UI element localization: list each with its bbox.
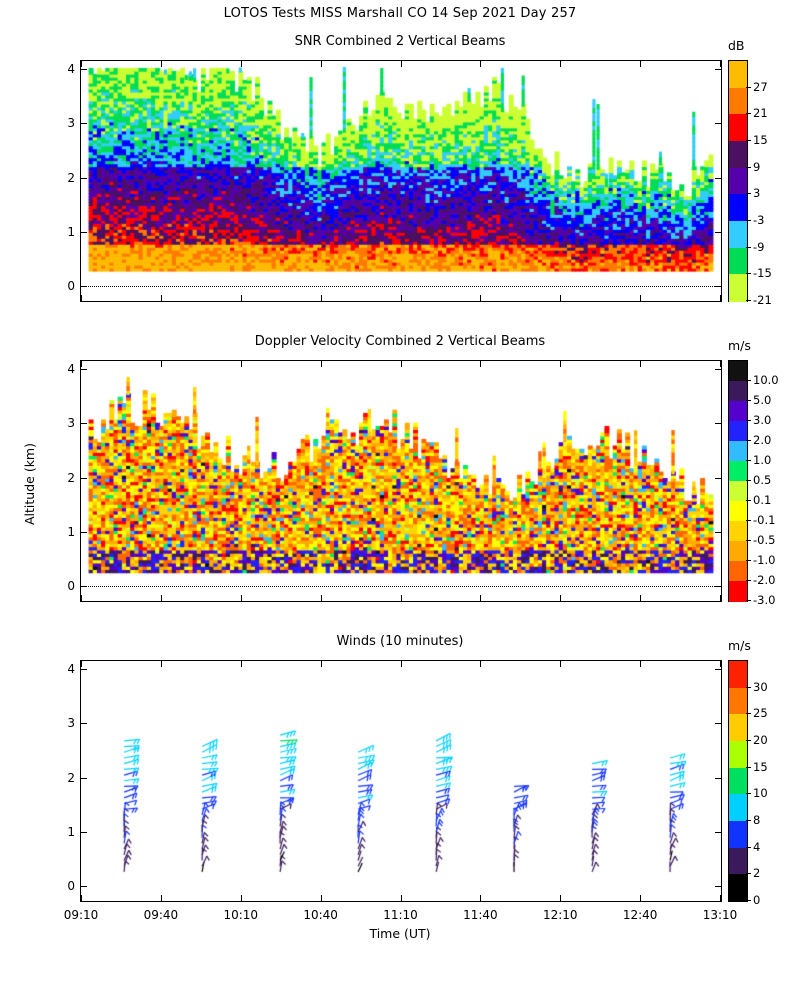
y-tick-label: 4 bbox=[67, 662, 75, 676]
x-axis-label: Time (UT) bbox=[369, 926, 431, 941]
y-tick-label: 0 bbox=[67, 279, 75, 293]
colorbar-tick-label: -0.5 bbox=[753, 533, 776, 547]
colorbar-segment bbox=[729, 141, 747, 168]
x-tick-label: 12:40 bbox=[622, 908, 658, 922]
colorbar-tick-label: 9 bbox=[753, 159, 761, 174]
x-tick-mark bbox=[321, 595, 322, 601]
x-tick-mark bbox=[720, 595, 721, 601]
x-tick-mark bbox=[321, 661, 322, 667]
colorbar-tick-label: 1.0 bbox=[753, 453, 772, 467]
x-tick-label: 09:40 bbox=[143, 908, 179, 922]
colorbar-tick-label: -15 bbox=[753, 266, 772, 281]
colorbar-segment bbox=[729, 441, 747, 462]
x-tick-mark bbox=[161, 361, 162, 367]
y-tick-label: 4 bbox=[67, 62, 75, 76]
colorbar-tick-label: 25 bbox=[753, 706, 768, 721]
colorbar-segment bbox=[729, 794, 747, 821]
colorbar-segment bbox=[729, 221, 747, 248]
colorbar-tick-label: 15 bbox=[753, 133, 768, 147]
y-tick-mark bbox=[81, 832, 87, 833]
colorbar-tick-label: 27 bbox=[753, 79, 768, 94]
colorbar-segment bbox=[729, 581, 747, 602]
colorbar-doppler bbox=[728, 338, 792, 607]
x-tick-mark bbox=[401, 295, 402, 301]
y-tick-label: 2 bbox=[67, 170, 75, 185]
x-tick-mark bbox=[161, 61, 162, 67]
colorbar-tick-label: 2 bbox=[753, 866, 761, 881]
colorbar-segment bbox=[729, 714, 747, 741]
colorbar-segment bbox=[729, 168, 747, 195]
colorbar-tick-label: 10 bbox=[753, 786, 768, 801]
colorbar-tick-label: -0.1 bbox=[753, 513, 776, 527]
colorbar-doppler-units: m/s bbox=[728, 338, 751, 353]
colorbar-segment bbox=[729, 114, 747, 141]
snr-heatmap-canvas bbox=[81, 61, 721, 301]
y-tick-mark bbox=[81, 532, 87, 533]
x-tick-mark bbox=[640, 661, 641, 667]
colorbar-tick-label: 30 bbox=[753, 679, 768, 694]
colorbar-segment bbox=[729, 821, 747, 848]
y-tick-mark bbox=[715, 723, 721, 724]
y-tick-mark bbox=[715, 778, 721, 779]
x-tick-mark bbox=[640, 295, 641, 301]
colorbar-tick-label: 5.0 bbox=[753, 393, 772, 407]
y-tick-mark bbox=[81, 478, 87, 479]
colorbar-segment bbox=[729, 61, 747, 88]
panel-doppler bbox=[67, 334, 720, 600]
colorbar-segment bbox=[729, 361, 747, 382]
x-tick-mark bbox=[480, 661, 481, 667]
colorbar-segment bbox=[729, 248, 747, 275]
x-tick-mark bbox=[241, 661, 242, 667]
y-tick-label: 4 bbox=[67, 362, 75, 376]
x-tick-mark bbox=[480, 361, 481, 367]
x-tick-mark bbox=[241, 295, 242, 301]
y-tick-mark bbox=[81, 286, 87, 287]
x-tick-label: 11:40 bbox=[463, 908, 498, 922]
colorbar-segment bbox=[729, 848, 747, 875]
x-tick-mark bbox=[321, 361, 322, 367]
colorbar-tick-label: -1.0 bbox=[753, 553, 776, 567]
y-axis-label: Altitude (km) bbox=[22, 443, 37, 525]
colorbar-tick-label: -21 bbox=[753, 293, 772, 307]
colorbar-tick-label: 21 bbox=[753, 106, 768, 121]
x-tick-mark bbox=[161, 295, 162, 301]
x-tick-mark bbox=[560, 361, 561, 367]
x-tick-mark bbox=[81, 361, 82, 367]
colorbar-snr-box bbox=[728, 60, 748, 302]
colorbar-tick-label: 20 bbox=[753, 733, 768, 747]
y-tick-mark bbox=[81, 886, 87, 887]
colorbar-segment bbox=[729, 401, 747, 422]
y-tick-mark bbox=[81, 423, 87, 424]
colorbar-segment bbox=[729, 421, 747, 442]
y-tick-mark bbox=[715, 69, 721, 70]
doppler-heatmap-canvas bbox=[81, 361, 721, 601]
x-tick-mark bbox=[720, 361, 721, 367]
y-tick-mark bbox=[81, 232, 87, 233]
doppler-baseline bbox=[81, 586, 721, 587]
colorbar-tick-label: -3.0 bbox=[753, 593, 776, 607]
y-tick-mark bbox=[715, 586, 721, 587]
panel-doppler-title: Doppler Velocity Combined 2 Vertical Beams bbox=[254, 334, 546, 349]
colorbar-tick-label: 0 bbox=[753, 893, 761, 907]
y-tick-label: 0 bbox=[67, 879, 75, 893]
x-tick-label: 13:10 bbox=[702, 908, 738, 922]
y-tick-mark bbox=[715, 423, 721, 424]
y-tick-mark bbox=[715, 232, 721, 233]
y-tick-mark bbox=[715, 886, 721, 887]
colorbar-segment bbox=[729, 741, 747, 768]
y-tick-label: 1 bbox=[67, 524, 75, 539]
y-tick-label: 1 bbox=[67, 824, 75, 839]
colorbar-tick-label: 4 bbox=[753, 839, 761, 854]
x-tick-mark bbox=[241, 595, 242, 601]
x-tick-mark bbox=[560, 595, 561, 601]
y-tick-mark bbox=[81, 778, 87, 779]
x-tick-mark bbox=[480, 61, 481, 67]
y-tick-mark bbox=[81, 69, 87, 70]
colorbar-segment bbox=[729, 768, 747, 795]
x-tick-mark bbox=[401, 661, 402, 667]
x-tick-mark bbox=[401, 595, 402, 601]
colorbar-segment bbox=[729, 501, 747, 522]
colorbar-segment bbox=[729, 521, 747, 542]
x-tick-mark bbox=[81, 295, 82, 301]
y-tick-mark bbox=[81, 178, 87, 179]
y-tick-mark bbox=[715, 178, 721, 179]
x-tick-mark bbox=[640, 595, 641, 601]
y-tick-label: 1 bbox=[67, 224, 75, 239]
colorbar-snr-units: dB bbox=[728, 38, 745, 53]
y-tick-label: 2 bbox=[67, 470, 75, 485]
x-tick-label: 10:40 bbox=[303, 908, 338, 922]
y-tick-label: 2 bbox=[67, 770, 75, 785]
colorbar-doppler-box bbox=[728, 360, 748, 602]
colorbar-tick-label: 10.0 bbox=[753, 373, 779, 387]
x-tick-label: 09:10 bbox=[63, 908, 99, 922]
snr-baseline bbox=[81, 286, 721, 287]
colorbar-tick-label: 2.0 bbox=[753, 433, 772, 447]
x-tick-mark bbox=[321, 61, 322, 67]
x-tick-mark bbox=[720, 61, 721, 67]
colorbar-segment bbox=[729, 274, 747, 301]
x-tick-mark bbox=[81, 595, 82, 601]
y-tick-label: 3 bbox=[67, 416, 75, 431]
colorbar-segment bbox=[729, 381, 747, 402]
colorbar-segment bbox=[729, 541, 747, 562]
x-tick-mark bbox=[480, 595, 481, 601]
y-tick-mark bbox=[81, 369, 87, 370]
colorbar-segment bbox=[729, 561, 747, 582]
x-tick-mark bbox=[560, 61, 561, 67]
y-tick-mark bbox=[715, 669, 721, 670]
x-tick-mark bbox=[241, 361, 242, 367]
colorbar-tick-label: 0.5 bbox=[753, 473, 772, 487]
colorbar-tick-label: 8 bbox=[753, 813, 761, 827]
x-tick-mark bbox=[241, 61, 242, 67]
x-tick-mark bbox=[560, 661, 561, 667]
x-tick-mark bbox=[480, 295, 481, 301]
colorbar-tick-label: 0.1 bbox=[753, 493, 772, 507]
y-tick-mark bbox=[81, 123, 87, 124]
colorbar-tick-label: -9 bbox=[753, 239, 765, 254]
y-tick-mark bbox=[715, 123, 721, 124]
colorbar-winds-box bbox=[728, 660, 748, 902]
panel-snr-title: SNR Combined 2 Vertical Beams bbox=[294, 34, 506, 49]
y-tick-mark bbox=[715, 369, 721, 370]
colorbar-winds-units: m/s bbox=[728, 638, 751, 653]
x-tick-label: 10:10 bbox=[223, 908, 259, 922]
y-tick-label: 3 bbox=[67, 116, 75, 131]
y-tick-mark bbox=[715, 532, 721, 533]
x-tick-label: 11:10 bbox=[383, 908, 418, 922]
colorbar-tick-label: -3 bbox=[753, 213, 765, 227]
panel-winds-plot bbox=[63, 660, 738, 922]
colorbar-tick-label: 3.0 bbox=[753, 413, 772, 427]
y-tick-label: 0 bbox=[67, 579, 75, 593]
x-tick-mark bbox=[640, 61, 641, 67]
colorbar-winds bbox=[728, 638, 788, 907]
colorbar-tick-label: 15 bbox=[753, 759, 768, 774]
x-tick-mark bbox=[401, 61, 402, 67]
x-tick-mark bbox=[401, 361, 402, 367]
colorbar-segment bbox=[729, 88, 747, 115]
x-tick-mark bbox=[560, 295, 561, 301]
panel-snr bbox=[67, 34, 720, 300]
x-tick-mark bbox=[321, 295, 322, 301]
y-tick-mark bbox=[715, 478, 721, 479]
y-tick-mark bbox=[81, 669, 87, 670]
y-tick-mark bbox=[81, 723, 87, 724]
colorbar-segment bbox=[729, 194, 747, 221]
x-tick-label: 12:10 bbox=[542, 908, 578, 922]
x-tick-mark bbox=[640, 361, 641, 367]
x-tick-mark bbox=[81, 61, 82, 67]
panel-winds-title: Winds (10 minutes) bbox=[336, 634, 464, 649]
colorbar-tick-label: 3 bbox=[753, 186, 761, 201]
panel-snr-plot bbox=[67, 60, 722, 302]
colorbar-segment bbox=[729, 661, 747, 688]
x-tick-mark bbox=[161, 661, 162, 667]
winds-barbs-canvas bbox=[81, 661, 721, 901]
colorbar-segment bbox=[729, 461, 747, 482]
y-tick-mark bbox=[81, 586, 87, 587]
panel-doppler-plot bbox=[67, 360, 722, 602]
y-tick-label: 3 bbox=[67, 716, 75, 731]
colorbar-segment bbox=[729, 688, 747, 715]
colorbar-segment bbox=[729, 874, 747, 901]
x-tick-mark bbox=[720, 661, 721, 667]
colorbar-tick-label: -2.0 bbox=[753, 573, 776, 587]
y-tick-mark bbox=[715, 832, 721, 833]
x-tick-mark bbox=[161, 595, 162, 601]
colorbar-segment bbox=[729, 481, 747, 502]
panel-winds bbox=[63, 634, 738, 941]
y-tick-mark bbox=[715, 286, 721, 287]
figure-title: LOTOS Tests MISS Marshall CO 14 Sep 2021 Day 257 bbox=[223, 6, 577, 21]
x-tick-mark bbox=[81, 661, 82, 667]
colorbar-snr bbox=[728, 38, 788, 307]
x-tick-mark bbox=[720, 295, 721, 301]
